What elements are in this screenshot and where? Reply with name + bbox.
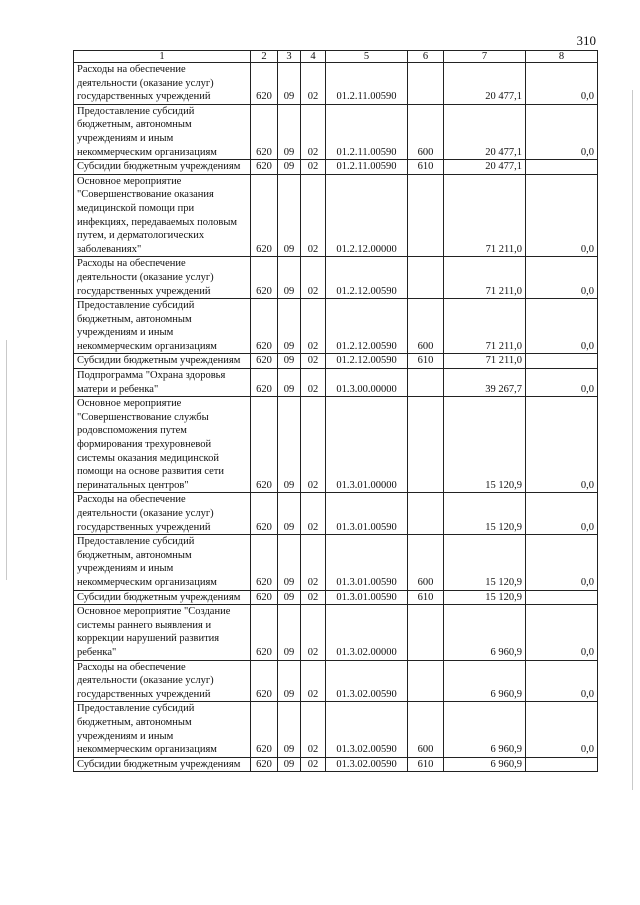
row-name: Расходы на обеспечение деятельности (оказание услуг) государственных учреждений	[74, 63, 251, 105]
cell-target-article: 01.3.01.00590	[326, 590, 408, 605]
cell-section: 09	[278, 369, 301, 397]
cell-expense-type	[408, 397, 444, 493]
cell-amount-second	[526, 160, 598, 175]
cell-subsection: 02	[301, 299, 326, 354]
row-name: Предоставление субсидий бюджетным, автономным учреждениям и иным некоммерческим организациям	[74, 535, 251, 590]
column-number: 5	[326, 51, 408, 63]
cell-amount: 6 960,9	[444, 757, 526, 772]
row-name: Субсидии бюджетным учреждениям	[74, 354, 251, 369]
cell-expense-type: 600	[408, 104, 444, 159]
cell-amount: 71 211,0	[444, 257, 526, 299]
cell-admin-code: 620	[251, 63, 278, 105]
cell-admin-code: 620	[251, 660, 278, 702]
cell-section: 09	[278, 354, 301, 369]
cell-expense-type	[408, 660, 444, 702]
cell-admin-code: 620	[251, 493, 278, 535]
cell-admin-code: 620	[251, 397, 278, 493]
cell-subsection: 02	[301, 605, 326, 660]
cell-target-article: 01.3.01.00590	[326, 493, 408, 535]
cell-amount: 6 960,9	[444, 660, 526, 702]
column-number: 6	[408, 51, 444, 63]
cell-target-article: 01.2.11.00590	[326, 104, 408, 159]
cell-admin-code: 620	[251, 590, 278, 605]
column-number: 1	[74, 51, 251, 63]
cell-amount-second: 0,0	[526, 369, 598, 397]
cell-expense-type	[408, 257, 444, 299]
cell-amount: 39 267,7	[444, 369, 526, 397]
cell-expense-type	[408, 369, 444, 397]
cell-expense-type: 600	[408, 702, 444, 757]
scan-edge-right	[632, 90, 633, 790]
cell-amount-second: 0,0	[526, 257, 598, 299]
table-row	[74, 590, 598, 605]
cell-section: 09	[278, 160, 301, 175]
cell-admin-code: 620	[251, 104, 278, 159]
row-name: Субсидии бюджетным учреждениям	[74, 757, 251, 772]
cell-target-article: 01.3.02.00590	[326, 660, 408, 702]
cell-section: 09	[278, 702, 301, 757]
row-name: Основное мероприятие "Создание системы раннего выявления и коррекции нарушений развития ребенка"	[74, 605, 251, 660]
cell-amount-second: 0,0	[526, 535, 598, 590]
cell-admin-code: 620	[251, 535, 278, 590]
cell-amount-second: 0,0	[526, 63, 598, 105]
table-row	[74, 174, 598, 257]
row-name: Основное мероприятие "Совершенствование оказания медицинской помощи при инфекциях, передаваемых половым путем, и дерматологических заболеваниях"	[74, 174, 251, 257]
cell-expense-type: 610	[408, 590, 444, 605]
row-name: Субсидии бюджетным учреждениям	[74, 590, 251, 605]
table-row	[74, 757, 598, 772]
table-body	[74, 51, 598, 772]
cell-subsection: 02	[301, 397, 326, 493]
cell-target-article: 01.2.11.00590	[326, 160, 408, 175]
cell-admin-code: 620	[251, 369, 278, 397]
cell-section: 09	[278, 590, 301, 605]
cell-amount-second: 0,0	[526, 174, 598, 257]
cell-subsection: 02	[301, 104, 326, 159]
cell-expense-type	[408, 605, 444, 660]
row-name: Расходы на обеспечение деятельности (оказание услуг) государственных учреждений	[74, 257, 251, 299]
cell-section: 09	[278, 757, 301, 772]
cell-amount-second: 0,0	[526, 397, 598, 493]
budget-table	[73, 50, 598, 772]
cell-admin-code: 620	[251, 160, 278, 175]
cell-amount: 6 960,9	[444, 605, 526, 660]
cell-expense-type: 600	[408, 299, 444, 354]
cell-section: 09	[278, 493, 301, 535]
cell-amount: 15 120,9	[444, 493, 526, 535]
cell-admin-code: 620	[251, 257, 278, 299]
cell-subsection: 02	[301, 590, 326, 605]
column-number: 3	[278, 51, 301, 63]
cell-subsection: 02	[301, 702, 326, 757]
cell-subsection: 02	[301, 63, 326, 105]
cell-admin-code: 620	[251, 354, 278, 369]
table-row	[74, 605, 598, 660]
cell-target-article: 01.2.12.00590	[326, 257, 408, 299]
cell-amount-second: 0,0	[526, 605, 598, 660]
cell-amount: 71 211,0	[444, 299, 526, 354]
cell-amount: 15 120,9	[444, 397, 526, 493]
cell-section: 09	[278, 660, 301, 702]
cell-amount-second: 0,0	[526, 702, 598, 757]
cell-expense-type: 600	[408, 535, 444, 590]
cell-expense-type: 610	[408, 354, 444, 369]
cell-section: 09	[278, 535, 301, 590]
cell-amount-second: 0,0	[526, 104, 598, 159]
cell-amount: 6 960,9	[444, 702, 526, 757]
row-name: Предоставление субсидий бюджетным, автономным учреждениям и иным некоммерческим организациям	[74, 702, 251, 757]
cell-section: 09	[278, 257, 301, 299]
cell-subsection: 02	[301, 757, 326, 772]
scan-edge-left	[6, 340, 7, 580]
cell-target-article: 01.3.00.00000	[326, 369, 408, 397]
cell-amount: 20 477,1	[444, 104, 526, 159]
cell-admin-code: 620	[251, 299, 278, 354]
cell-amount-second: 0,0	[526, 493, 598, 535]
table-row	[74, 369, 598, 397]
column-number: 7	[444, 51, 526, 63]
row-name: Основное мероприятие "Совершенствование службы родовспоможения путем формирования трехуровневой системы оказания медицинской помощи на основе развития сети перинатальных центров"	[74, 397, 251, 493]
cell-amount: 71 211,0	[444, 174, 526, 257]
column-number: 8	[526, 51, 598, 63]
cell-amount-second	[526, 590, 598, 605]
table-row	[74, 104, 598, 159]
cell-target-article: 01.2.12.00000	[326, 174, 408, 257]
table-row	[74, 160, 598, 175]
cell-amount: 15 120,9	[444, 535, 526, 590]
cell-section: 09	[278, 104, 301, 159]
cell-subsection: 02	[301, 493, 326, 535]
table-row	[74, 702, 598, 757]
cell-amount-second: 0,0	[526, 660, 598, 702]
cell-admin-code: 620	[251, 702, 278, 757]
cell-section: 09	[278, 605, 301, 660]
cell-expense-type: 610	[408, 160, 444, 175]
cell-subsection: 02	[301, 369, 326, 397]
cell-expense-type: 610	[408, 757, 444, 772]
cell-target-article: 01.2.12.00590	[326, 354, 408, 369]
cell-subsection: 02	[301, 535, 326, 590]
column-number: 2	[251, 51, 278, 63]
table-row	[74, 397, 598, 493]
table-row	[74, 354, 598, 369]
row-name: Расходы на обеспечение деятельности (оказание услуг) государственных учреждений	[74, 493, 251, 535]
cell-expense-type	[408, 63, 444, 105]
cell-amount-second	[526, 757, 598, 772]
table-row	[74, 493, 598, 535]
cell-expense-type	[408, 493, 444, 535]
cell-target-article: 01.3.02.00590	[326, 702, 408, 757]
cell-target-article: 01.2.11.00590	[326, 63, 408, 105]
cell-subsection: 02	[301, 354, 326, 369]
table-row	[74, 660, 598, 702]
row-name: Субсидии бюджетным учреждениям	[74, 160, 251, 175]
cell-amount: 20 477,1	[444, 160, 526, 175]
cell-admin-code: 620	[251, 605, 278, 660]
cell-admin-code: 620	[251, 757, 278, 772]
cell-section: 09	[278, 397, 301, 493]
cell-admin-code: 620	[251, 174, 278, 257]
cell-target-article: 01.3.01.00000	[326, 397, 408, 493]
cell-section: 09	[278, 63, 301, 105]
table-row	[74, 63, 598, 105]
cell-expense-type	[408, 174, 444, 257]
cell-subsection: 02	[301, 174, 326, 257]
column-number: 4	[301, 51, 326, 63]
cell-section: 09	[278, 174, 301, 257]
cell-subsection: 02	[301, 160, 326, 175]
cell-amount-second: 0,0	[526, 299, 598, 354]
cell-target-article: 01.3.02.00000	[326, 605, 408, 660]
cell-amount: 20 477,1	[444, 63, 526, 105]
table-row	[74, 535, 598, 590]
cell-amount: 71 211,0	[444, 354, 526, 369]
cell-section: 09	[278, 299, 301, 354]
cell-target-article: 01.2.12.00590	[326, 299, 408, 354]
cell-subsection: 02	[301, 257, 326, 299]
row-name: Подпрограмма "Охрана здоровья матери и ребенка"	[74, 369, 251, 397]
row-name: Предоставление субсидий бюджетным, автономным учреждениям и иным некоммерческим организациям	[74, 299, 251, 354]
cell-subsection: 02	[301, 660, 326, 702]
page-number: 310	[576, 33, 596, 48]
cell-target-article: 01.3.02.00590	[326, 757, 408, 772]
row-name: Предоставление субсидий бюджетным, автономным учреждениям и иным некоммерческим организациям	[74, 104, 251, 159]
row-name: Расходы на обеспечение деятельности (оказание услуг) государственных учреждений	[74, 660, 251, 702]
table-row	[74, 257, 598, 299]
column-number-row	[74, 51, 598, 63]
cell-amount-second	[526, 354, 598, 369]
table-row	[74, 299, 598, 354]
cell-amount: 15 120,9	[444, 590, 526, 605]
cell-target-article: 01.3.01.00590	[326, 535, 408, 590]
